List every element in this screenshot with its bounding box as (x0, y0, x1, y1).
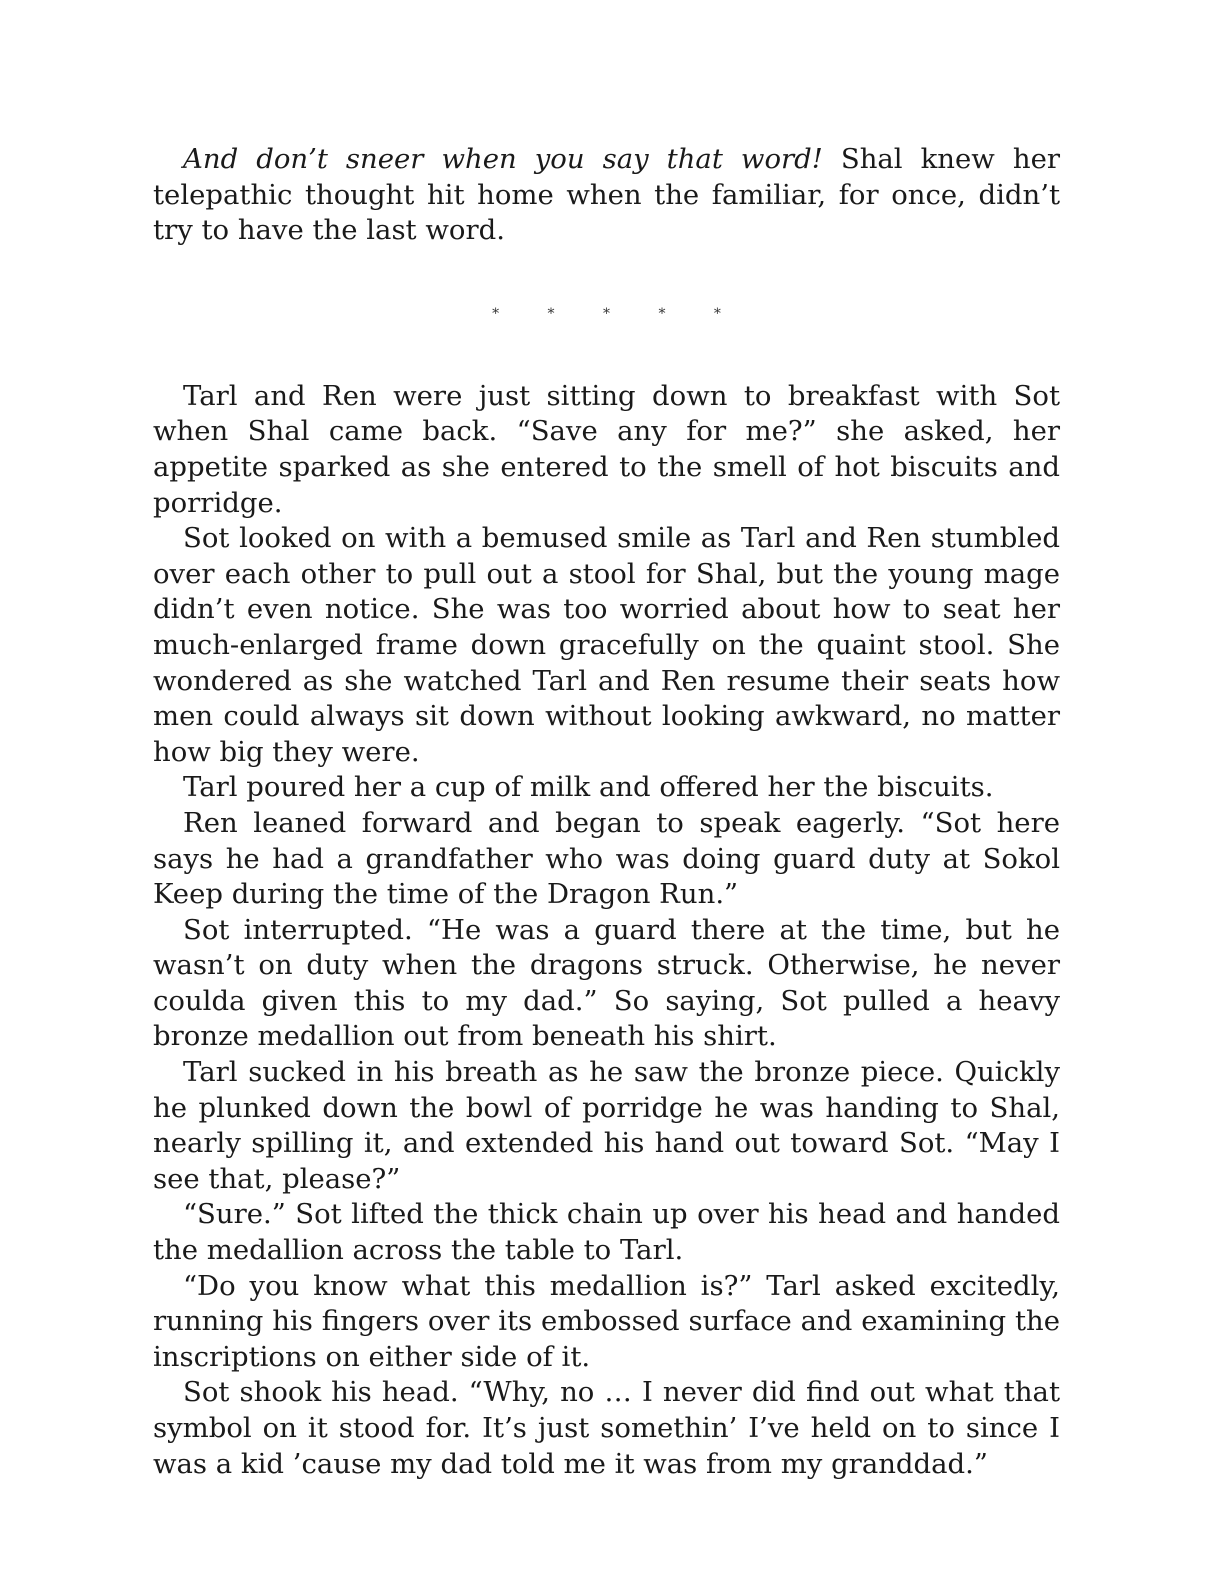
paragraph: Tarl sucked in his breath as he saw the bronze piece. Quickly he plunked down the bowl of porridge he was handing to Shal, nearly spilling it, and extended his hand out toward Sot. “May I see that, please?” (153, 1056, 1060, 1195)
paragraph: Sot interrupted. “He was a guard there at the time, but he wasn’t on duty when the dragons struck. Otherwise, he never coulda given this to my dad.” So saying, Sot pulled a heavy bronze medallion out from beneath his shirt. (153, 913, 1060, 1053)
paragraph: Tarl poured her a cup of milk and offered her the biscuits. (183, 771, 994, 804)
page-body (153, 142, 1060, 1482)
scene-break-asterisks: * * * * * (492, 305, 743, 322)
paragraph: Tarl and Ren were just sitting down to breakfast with Sot when Shal came back. “Save any for me?” she asked, her appetite sparked as she entered to the smell of hot biscuits and porridge. (153, 379, 1060, 519)
paragraph: “Sure.” Sot lifted the thick chain up over his head and handed the medallion across the table to Tarl. (153, 1198, 1060, 1267)
paragraph: Ren leaned forward and began to speak eagerly. “Sot here says he had a grandfather who was doing guard duty at Sokol Keep during the time of the Dragon Run.” (153, 806, 1060, 911)
italic-thought: And don’t sneer when you say that word! (183, 143, 823, 175)
paragraph: Sot looked on with a bemused smile as Tarl and Ren stumbled over each other to pull out a stool for Shal, but the young mage didn’t even notice. She was too worried about how to seat her much-enlarged frame down gracefully on the quaint stool. She wondered as she watched Tarl and Ren resume their seats how men could always sit down without looking awkward, no matter how big they were. (153, 522, 1060, 768)
paragraph: “Do you know what this medallion is?” Tarl asked excitedly, running his fingers over its embossed surface and examining the inscriptions on either side of it. (153, 1269, 1060, 1373)
paragraph: Sot shook his head. “Why, no … I never did find out what that symbol on it stood for. It’s just somethin’ I’ve held on to since I was a kid ’cause my dad told me it was from my granddad.” (153, 1376, 1060, 1480)
paragraph-opening-rest: Shal knew her telepathic thought hit home when the familiar, for once, didn’t try to have the last word. (153, 143, 1060, 247)
paragraph-opening (153, 142, 1060, 249)
